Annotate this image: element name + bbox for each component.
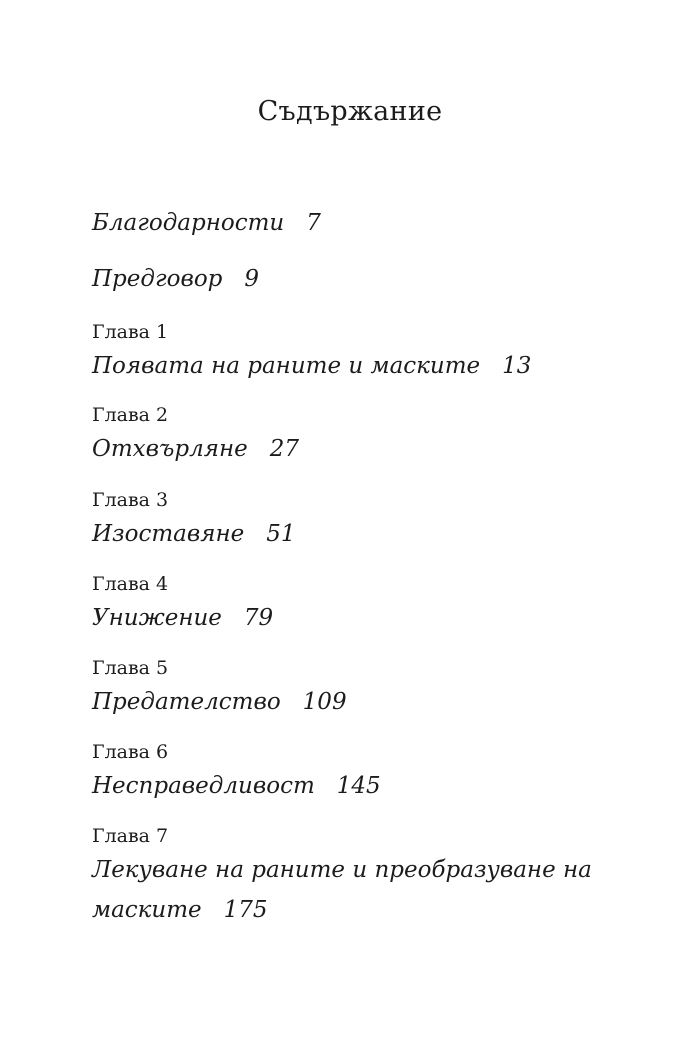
toc-entry-line bbox=[92, 259, 632, 299]
toc-entry-title: Несправедливост bbox=[92, 773, 315, 799]
toc-entry-title: Появата на раните и маските bbox=[92, 353, 481, 379]
toc-entry-line bbox=[92, 766, 632, 806]
toc-entry-page: 27 bbox=[269, 436, 299, 462]
toc-entry-title: Отхвърляне bbox=[92, 436, 248, 462]
toc-entry-line bbox=[92, 890, 632, 930]
chapter-label: Глава 6 bbox=[92, 741, 169, 763]
chapter-label: Глава 2 bbox=[92, 404, 169, 426]
toc-entry-chapter-3 bbox=[92, 486, 632, 554]
toc-entry-page: 145 bbox=[336, 773, 381, 799]
toc-entry-chapter-7 bbox=[92, 822, 632, 930]
toc-entry-chapter-6 bbox=[92, 738, 632, 806]
toc-entry-page: 9 bbox=[244, 266, 260, 292]
toc-entry-page: 51 bbox=[266, 521, 296, 547]
toc-entry-line bbox=[92, 203, 632, 243]
chapter-label: Глава 4 bbox=[92, 573, 169, 595]
chapter-label: Глава 5 bbox=[92, 657, 169, 679]
toc-entry-page: 109 bbox=[302, 689, 347, 715]
toc-entry-page: 13 bbox=[502, 353, 532, 379]
toc-entry-title: Предговор bbox=[92, 266, 223, 292]
toc-entry-preface bbox=[92, 259, 632, 299]
page-title: Съдържание bbox=[257, 96, 443, 127]
toc-entry-chapter-1 bbox=[92, 318, 632, 386]
toc-entry-line bbox=[92, 514, 632, 554]
chapter-label: Глава 3 bbox=[92, 489, 169, 511]
toc-entry-page: 7 bbox=[306, 210, 321, 236]
toc-entry-chapter-2 bbox=[92, 401, 632, 469]
toc-entry-title: Благодарности bbox=[92, 210, 285, 236]
toc-entry-title-continued: маските bbox=[92, 897, 202, 923]
toc-entry-chapter-4 bbox=[92, 570, 632, 638]
toc-entry-line bbox=[92, 682, 632, 722]
toc-entry-line bbox=[92, 346, 632, 386]
toc-entry-chapter-5 bbox=[92, 654, 632, 722]
toc-entry-acknowledgements bbox=[92, 203, 632, 243]
toc-entry-title: Изоставяне bbox=[92, 521, 245, 547]
toc-entry-line bbox=[92, 429, 632, 469]
chapter-label: Глава 1 bbox=[92, 321, 169, 343]
toc-entry-page: 175 bbox=[223, 897, 268, 923]
toc-entry-title: Унижение bbox=[92, 605, 222, 631]
chapter-label: Глава 7 bbox=[92, 825, 169, 847]
toc-entry-title: Лекуване на раните и преобразуване на bbox=[92, 857, 592, 883]
toc-entry-title: Предателство bbox=[92, 689, 281, 715]
toc-entry-page: 79 bbox=[243, 605, 274, 631]
toc-entry-line bbox=[92, 598, 632, 638]
toc-entry-line bbox=[92, 850, 632, 890]
